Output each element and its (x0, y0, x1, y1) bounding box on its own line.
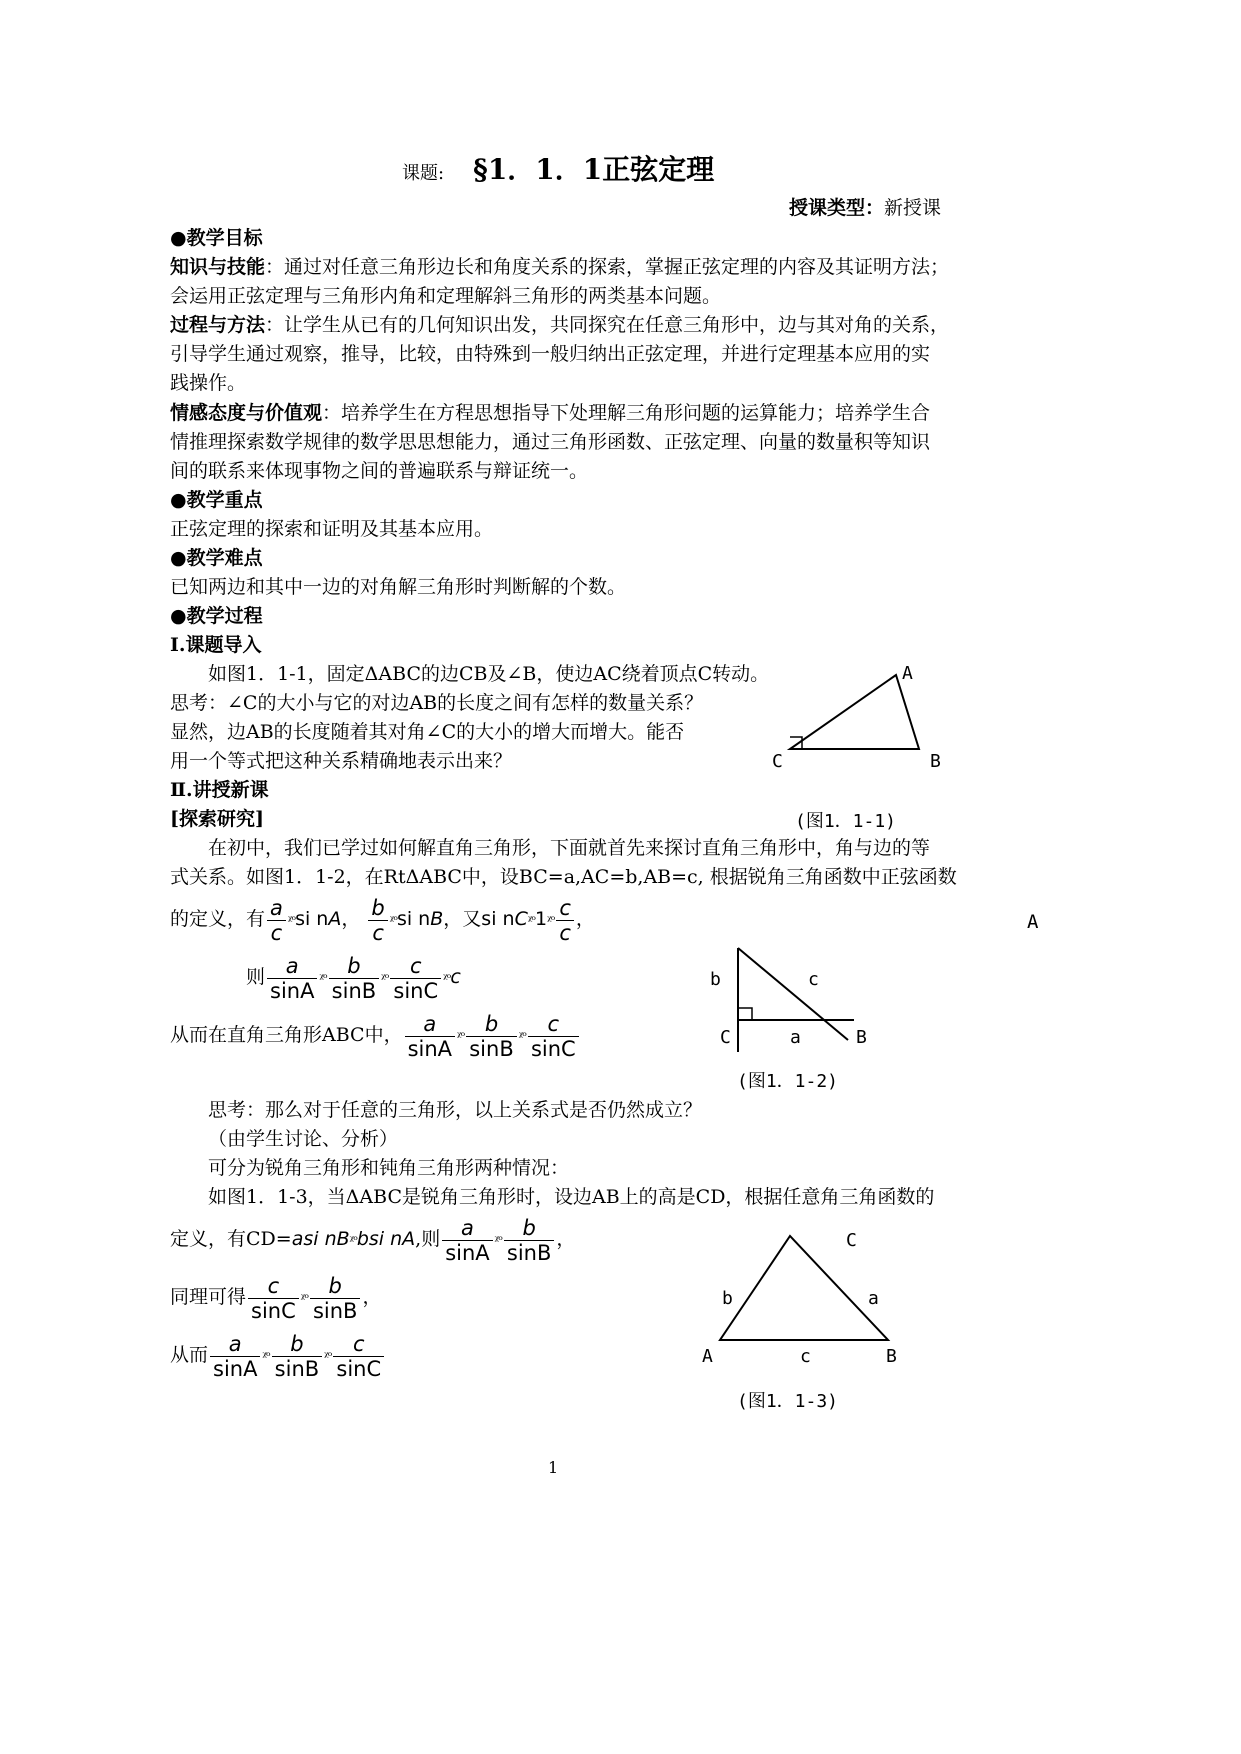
eq-glyph: ᵡᵒ (381, 971, 389, 985)
frac-a-sinA (405, 1012, 455, 1061)
frac-den: sinB (469, 1036, 514, 1061)
frac-den: sinA (407, 1036, 453, 1061)
eq-glyph: ᵡᵒ (547, 913, 555, 927)
sep: ， (556, 1228, 576, 1250)
emotion-line3: 间的联系来体现事物之间的普遍联系与辩证统一。 (170, 460, 589, 482)
frac-b-sinB (272, 1332, 323, 1381)
acute-definition-line (170, 1212, 575, 1267)
frac-c-sinC (390, 954, 441, 1003)
fig1-label-A: A (902, 663, 913, 684)
frac-den: sinB (312, 1298, 358, 1323)
acute-line1: 如图1．1-3，当ΔABC是锐角三角形时，设边AB上的高是CD，根据任意角三角函数的 (208, 1186, 935, 1208)
discuss-line: （由学生讨论、分析） (208, 1128, 399, 1150)
p1-line1: 在初中，我们已学过如何解直角三角形，下面就首先来探讨直角三角形中，角与边的等 (208, 837, 931, 859)
then-label: 则 (246, 966, 266, 988)
triangle-3 (720, 1236, 888, 1340)
fig2-label-C: C (720, 1027, 731, 1048)
frac-b-over-c (368, 896, 387, 945)
frac-num: c (390, 954, 441, 979)
section-process: ●教学过程 (170, 605, 263, 627)
eq-glyph: ᵡᵒ (324, 1349, 332, 1363)
knowledge-label: 知识与技能 (170, 256, 266, 278)
fig2-caption: (图1．1-2) (737, 1071, 839, 1092)
page-title (402, 148, 714, 188)
frac-num: a (210, 1332, 260, 1357)
fig3-label-A: A (702, 1346, 713, 1367)
p1-line2: 式关系。如图1．1-2，在RtΔABC中，设BC=a,AC=b,AB=c, 根据锐角三角函数中正弦函数 (170, 866, 957, 888)
frac-c-over-c (556, 896, 574, 945)
frac-den: sinB (274, 1356, 320, 1381)
figure-1-2 (700, 940, 880, 1060)
frac-den: c (559, 920, 571, 945)
frac-c-sinC (333, 1332, 384, 1381)
new-lesson-heading: Ⅱ.讲授新课 (170, 779, 269, 801)
process-line2: 引导学生通过观察，推导，比较，由特殊到一般归纳出正弦定理，并进行定理基本应用的实 (170, 343, 931, 365)
cases-line: 可分为锐角三角形和钝角三角形两种情况： (208, 1157, 570, 1179)
acute-prefix: 定义，有CD= (170, 1228, 292, 1250)
frac-b-sinB (504, 1216, 555, 1265)
key-point-text: 正弦定理的探索和证明及其基本应用。 (170, 518, 494, 540)
eq-glyph: ᵡᵒ (319, 971, 327, 985)
section-difficulties: ●教学难点 (170, 547, 263, 569)
triangle-1 (790, 675, 919, 749)
fig1-caption: (图1．1-1) (795, 811, 897, 832)
process-line1 (170, 309, 949, 341)
figure-1-3 (690, 1222, 930, 1372)
frac-num: a (267, 896, 286, 921)
frac-num: b (368, 896, 387, 921)
one: 1 (535, 908, 548, 930)
fig2-label-a: a (790, 1027, 801, 1048)
fig3-label-B: B (886, 1346, 897, 1367)
frac-num: b (504, 1216, 555, 1241)
also: ，又 (443, 908, 482, 930)
eq-glyph: ᵡᵒ (300, 1291, 308, 1305)
eq-glyph: ᵡᵒ (262, 1349, 270, 1363)
bsinA: bsi nA (356, 1228, 416, 1250)
explore-heading: [探索研究] (170, 808, 264, 830)
fig2-label-b: b (710, 969, 721, 990)
eq-glyph: ᵡᵒ (518, 1029, 526, 1043)
frac-a-sinA (442, 1216, 492, 1265)
think-line: 思考：那么对于任意的三角形，以上关系式是否仍然成立？ (208, 1099, 703, 1121)
frac-num: b (272, 1332, 323, 1357)
frac-num: b (329, 954, 380, 979)
intro-line3: 显然，边AB的长度随着其对角∠C的大小的增大而增大。能否 (170, 721, 685, 743)
fig1-label-C: C (772, 751, 783, 772)
frac-den: sinA (213, 1356, 258, 1381)
emotion-text1: ：培养学生在方程思想指导下处理解三角形问题的运算能力；培养学生合 (322, 402, 931, 424)
eq-glyph: ᵡᵒ (443, 971, 451, 985)
frac-num: b (466, 1012, 517, 1037)
process-label: 过程与方法 (170, 314, 266, 336)
sep: ， (575, 908, 595, 930)
frac-a-sinA (267, 954, 317, 1003)
frac-c-sinC (248, 1274, 299, 1323)
fig2-label-c: c (808, 969, 819, 990)
eq-glyph: ᵡᵒ (287, 913, 296, 927)
intro-line4: 用一个等式把这种关系精确地表示出来？ (170, 750, 513, 772)
sep: ， (341, 908, 361, 930)
frac-den: c (372, 920, 384, 945)
title-text: §1．1．1正弦定理 (473, 153, 715, 186)
frac-a-sinA (210, 1332, 260, 1381)
knowledge-line1 (170, 251, 949, 283)
frac-den: sinC (393, 978, 439, 1003)
frac-num: c (248, 1274, 299, 1299)
section-key-points: ●教学重点 (170, 489, 263, 511)
fig1-label-B: B (930, 751, 941, 772)
title-prefix: 课题: (402, 163, 445, 184)
frac-den: sinB (506, 1240, 552, 1265)
knowledge-line2: 会运用正弦定理与三角形内角和定理解斜三角形的两类基本问题。 (170, 285, 722, 307)
eq-glyph: ᵡᵒ (527, 913, 536, 927)
frac-den: sinC (530, 1036, 576, 1061)
process-text1: ：让学生从已有的几何知识出发，共同探究在任意三角形中，边与其对角的关系， (265, 314, 950, 336)
fig2-right-angle-mark (738, 1008, 752, 1020)
frac-den: sinC (336, 1356, 382, 1381)
frac-den: c (270, 920, 283, 945)
eq-glyph: ᵡᵒ (389, 913, 397, 927)
eq-glyph: ᵡᵒ (457, 1029, 465, 1043)
sin-text: si n (481, 908, 515, 930)
frac-b-sinB (329, 954, 380, 1003)
fig3-label-a: a (868, 1288, 879, 1309)
fig3-label-C: C (846, 1230, 857, 1251)
frac-num: c (333, 1332, 384, 1357)
emotion-line2: 情推理探索数学规律的数学思思想能力，通过三角形函数、正弦定理、向量的数量积等知识 (170, 431, 931, 453)
section-objectives: ●教学目标 (170, 227, 263, 249)
asinB: asi nB (291, 1228, 350, 1250)
frac-c-sinC (528, 1012, 579, 1061)
frac-num: c (528, 1012, 579, 1037)
similarly-label: 同理可得 (170, 1286, 247, 1308)
frac-num: a (405, 1012, 455, 1037)
frac-den: sinA (270, 978, 315, 1003)
frac-b-sinB (310, 1274, 361, 1323)
lesson-type-value: 新授课 (883, 197, 941, 219)
lesson-type (789, 192, 941, 224)
intro-line2: 思考：∠C的大小与它的对边AB的长度之间有怎样的数量关系？ (170, 692, 704, 714)
frac-num: a (442, 1216, 492, 1241)
eq-glyph: ᵡᵒ (494, 1233, 502, 1247)
fig3-label-b: b (722, 1288, 733, 1309)
frac-den: sinA (445, 1240, 490, 1265)
emotion-line1 (170, 397, 930, 429)
page-number: 1 (548, 1458, 559, 1477)
right-prefix: 从而在直角三角形ABC中， (170, 1024, 403, 1046)
thus-label: 从而 (170, 1344, 209, 1366)
acute-then: ,则 (415, 1228, 441, 1250)
definition-line: 的定义，有 $\frac{a}{c}$ ᵡᵒsi nA， $\frac{b}{c}$ ᵡᵒsi nB，又si nCᵡᵒ1ᵡᵒ $\frac{c}{c}$ ， (170, 895, 595, 945)
thus-line (170, 1328, 386, 1383)
sin-text: si n (295, 908, 329, 930)
knowledge-text1: ：通过对任意三角形边长和角度关系的探索，掌握正弦定理的内容及其证明方法； (265, 256, 950, 278)
figure-1-1 (760, 655, 960, 775)
def-prefix: 的定义，有 (170, 908, 266, 930)
frac-num: a (267, 954, 317, 979)
stray-label-A: A (1027, 911, 1039, 933)
fig3-label-c: c (800, 1346, 811, 1367)
intro-line1: 如图1．1-1，固定ΔABC的边CB及∠B，使边AC绕着顶点C转动。 (208, 663, 770, 685)
difficulty-text: 已知两边和其中一边的对角解三角形时判断解的个数。 (170, 576, 627, 598)
frac-den: sinC (251, 1298, 296, 1323)
process-line3: 践操作。 (170, 372, 247, 394)
frac-den: sinB (331, 978, 377, 1003)
similarly-line (170, 1270, 381, 1325)
frac-b-sinB (466, 1012, 517, 1061)
eq-glyph: ᵡᵒ (349, 1233, 357, 1247)
frac-num: b (310, 1274, 361, 1299)
lesson-type-label: 授课类型： (788, 197, 884, 219)
frac-a-over-c (267, 896, 286, 945)
fig2-label-B: B (856, 1027, 867, 1048)
right-triangle-line (170, 1008, 581, 1063)
emotion-label: 情感态度与价值观 (170, 402, 323, 424)
sin-text: si n (396, 908, 431, 930)
intro-heading: Ⅰ.课题导入 (170, 634, 262, 656)
frac-num: c (556, 896, 574, 921)
then-line (246, 950, 461, 1005)
fig3-caption: (图1．1-3) (737, 1391, 839, 1412)
c-var: c (450, 966, 461, 988)
sep: ， (362, 1286, 382, 1308)
